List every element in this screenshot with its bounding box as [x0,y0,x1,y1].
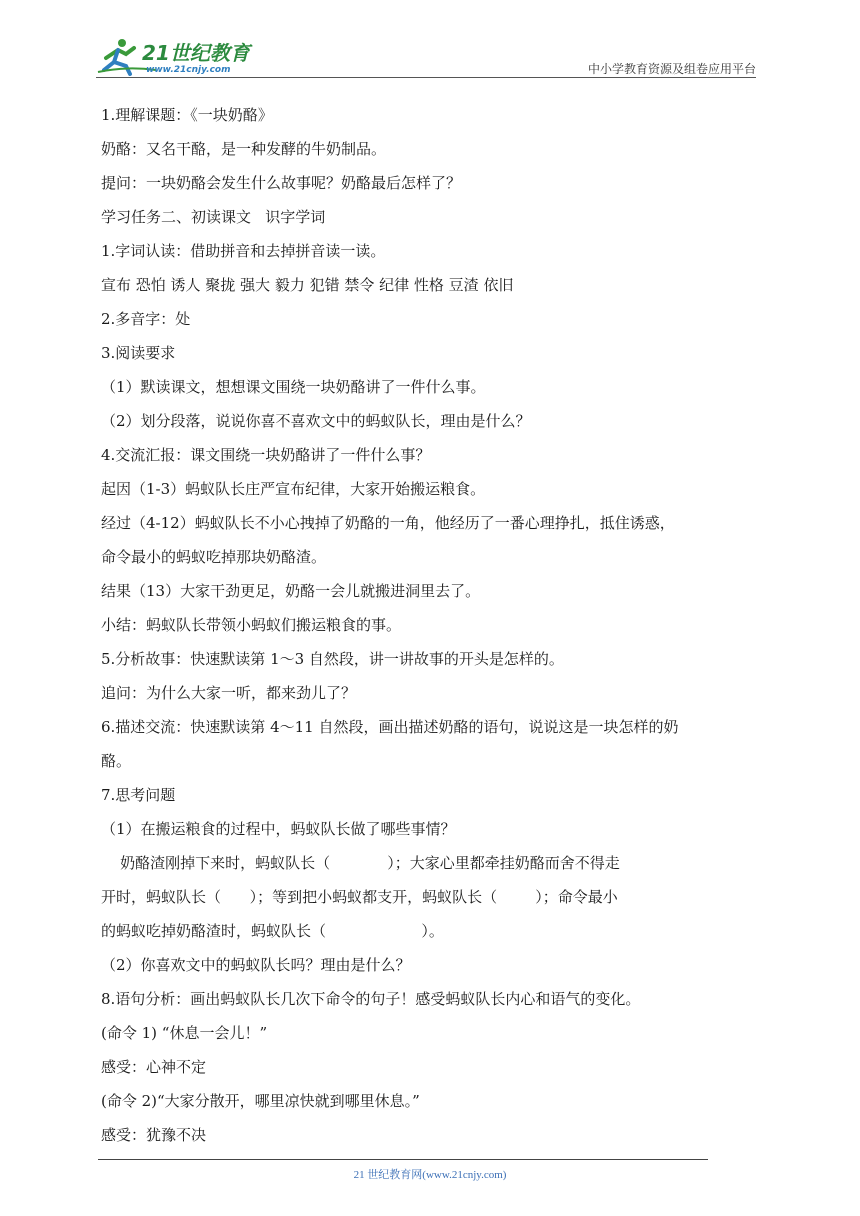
text-line: 结果（13）大家干劲更足，奶酪一会儿就搬进洞里去了。 [101,582,481,600]
text-line: 感受：犹豫不决 [101,1126,207,1144]
site-logo [96,36,266,76]
text-line: 提问：一块奶酪会发生什么故事呢？奶酪最后怎样了？ [101,174,462,192]
text-line: 1.字词认读：借助拼音和去掉拼音读一读。 [101,242,386,260]
text-line: 酪。 [101,752,132,770]
footer-divider [98,1159,708,1160]
header-divider [96,77,756,78]
text-line: （1）默读课文，想想课文围绕一块奶酪讲了一件什么事。 [101,378,486,396]
text-line: 8.语句分析：画出蚂蚁队长几次下命令的句子！感受蚂蚁队长内心和语气的变化。 [101,990,641,1008]
platform-title: 中小学教育资源及组卷应用平台 [587,62,756,76]
text-line: 2.多音字：处 [101,310,191,328]
text-line: (命令 1) “休息一会儿！” [101,1024,268,1042]
footer-source: 21 世纪教育网(www.21cnjy.com) [353,1169,507,1181]
text-line: 的蚂蚁吃掉奶酪渣时，蚂蚁队长（ ）。 [101,922,444,940]
text-line: (命令 2)“大家分散开，哪里凉快就到哪里休息。” [101,1092,420,1110]
text-line: 开时，蚂蚁队长（ ）；等到把小蚂蚁都支开，蚂蚁队长（ ）；命令最小 [101,888,618,906]
text-line: 起因（1-3）蚂蚁队长庄严宣布纪律，大家开始搬运粮食。 [101,480,486,498]
text-line: 5.分析故事：快速默读第 1～3 自然段，讲一讲故事的开头是怎样的。 [101,650,564,668]
text-line: 3.阅读要求 [101,344,176,362]
page-header [96,36,756,78]
document-body [101,98,761,1152]
text-line: 6.描述交流：快速默读第 4～11 自然段，画出描述奶酪的语句，说说这是一块怎样的奶 [101,718,679,736]
text-line: 宣布 恐怕 诱人 聚拢 强大 毅力 犯错 禁令 纪律 性格 豆渣 依旧 [101,276,514,294]
text-line: 感受：心神不定 [101,1058,207,1076]
text-line: 学习任务二、初读课文 识字学词 [101,208,326,226]
text-line: 7.思考问题 [101,786,176,804]
text-line: 命令最小的蚂蚁吃掉那块奶酪渣。 [101,548,327,566]
text-line: 小结：蚂蚁队长带领小蚂蚁们搬运粮食的事。 [101,616,402,634]
text-line: 追问：为什么大家一听，都来劲儿了？ [101,684,357,702]
text-line: 奶酪：又名干酪，是一种发酵的牛奶制品。 [101,140,387,158]
text-line: 1.理解课题：《一块奶酪》 [101,106,273,124]
runner-logo-icon [96,36,266,76]
logo-url-text: www.21cnjy.com [146,65,231,75]
logo-main-text: 21世纪教育 [142,41,250,65]
text-line: （1）在搬运粮食的过程中，蚂蚁队长做了哪些事情？ [101,820,456,838]
text-line: 奶酪渣刚掉下来时，蚂蚁队长（ ）；大家心里都牵挂奶酪而舍不得走 [101,854,620,872]
text-line: （2）你喜欢文中的蚂蚁队长吗？理由是什么？ [101,956,411,974]
text-line: 经过（4-12）蚂蚁队长不小心拽掉了奶酪的一角，他经历了一番心理挣扎，抵住诱惑， [101,514,675,532]
text-line: 4.交流汇报：课文围绕一块奶酪讲了一件什么事？ [101,446,431,464]
text-line: （2）划分段落，说说你喜不喜欢文中的蚂蚁队长，理由是什么？ [101,412,531,430]
